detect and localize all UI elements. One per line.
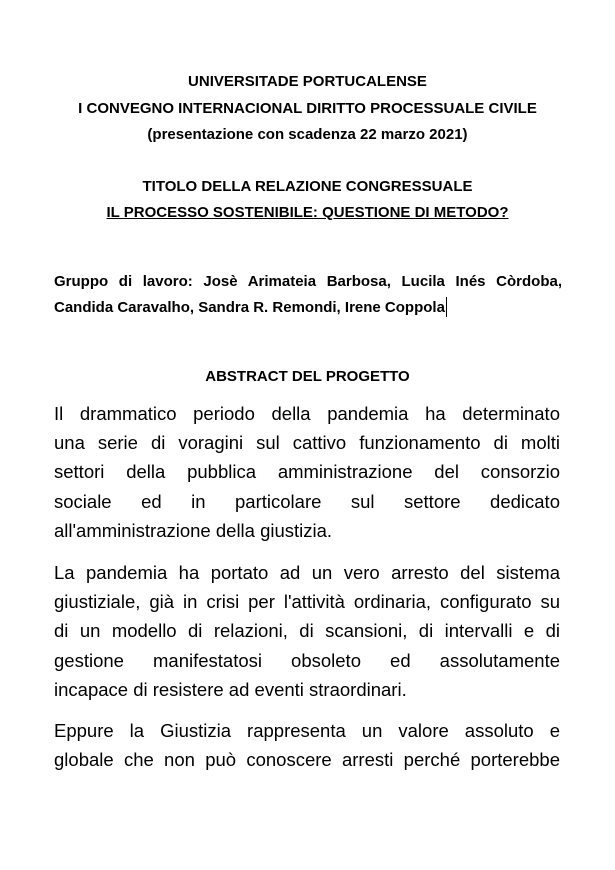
report-title: IL PROCESSO SOSTENIBILE: QUESTIONE DI METODO? (106, 204, 509, 221)
abstract-p2-line: gestione manifestatosi obsoleto ed assolutamente (54, 650, 560, 671)
abstract-p1-line: una serie di voragini sul cattivo funzionamento di molti (54, 432, 560, 453)
abstract-p3-line: Eppure la Giustizia rappresenta un valore assoluto e (54, 720, 560, 741)
abstract-p1-line: sociale ed in particolare sul settore dedicato (54, 491, 560, 512)
report-title-label: TITOLO DELLA RELAZIONE CONGRESSUALE (142, 178, 473, 195)
abstract-p3-line: globale che non può conoscere arresti perché porterebbe (54, 749, 560, 770)
abstract-p2-line: La pandemia ha portato ad un vero arresto del sistema (54, 562, 560, 583)
working-group-line-1: Gruppo di lavoro: Josè Arimateia Barbosa, Lucila Inés Còrdoba, (54, 273, 562, 290)
abstract-p1-line: settori della pubblica amministrazione del consorzio (54, 461, 560, 482)
abstract-p2-line: di un modello di relazioni, di scansioni, di intervalli e di (54, 620, 560, 641)
text-cursor (446, 297, 447, 317)
abstract-p2-line: giustiziale, già in crisi per l'attività ordinaria, configurato su (54, 591, 560, 612)
abstract-p1-line: all'amministrazione della giustizia. (54, 520, 333, 541)
working-group-line-2: Candida Caravalho, Sandra R. Remondi, Irene Coppola (54, 299, 445, 316)
abstract-heading: ABSTRACT DEL PROGETTO (205, 368, 410, 385)
abstract-p1-line: Il drammatico periodo della pandemia ha determinato (54, 403, 560, 424)
conference-title: I CONVEGNO INTERNACIONAL DIRITTO PROCESSUALE CIVILE (78, 100, 537, 117)
submission-deadline: (presentazione con scadenza 22 marzo 2021) (147, 126, 468, 143)
university-name: UNIVERSITADE PORTUCALENSE (188, 73, 427, 90)
abstract-p2-line: incapace di resistere ad eventi straordinari. (54, 679, 407, 700)
